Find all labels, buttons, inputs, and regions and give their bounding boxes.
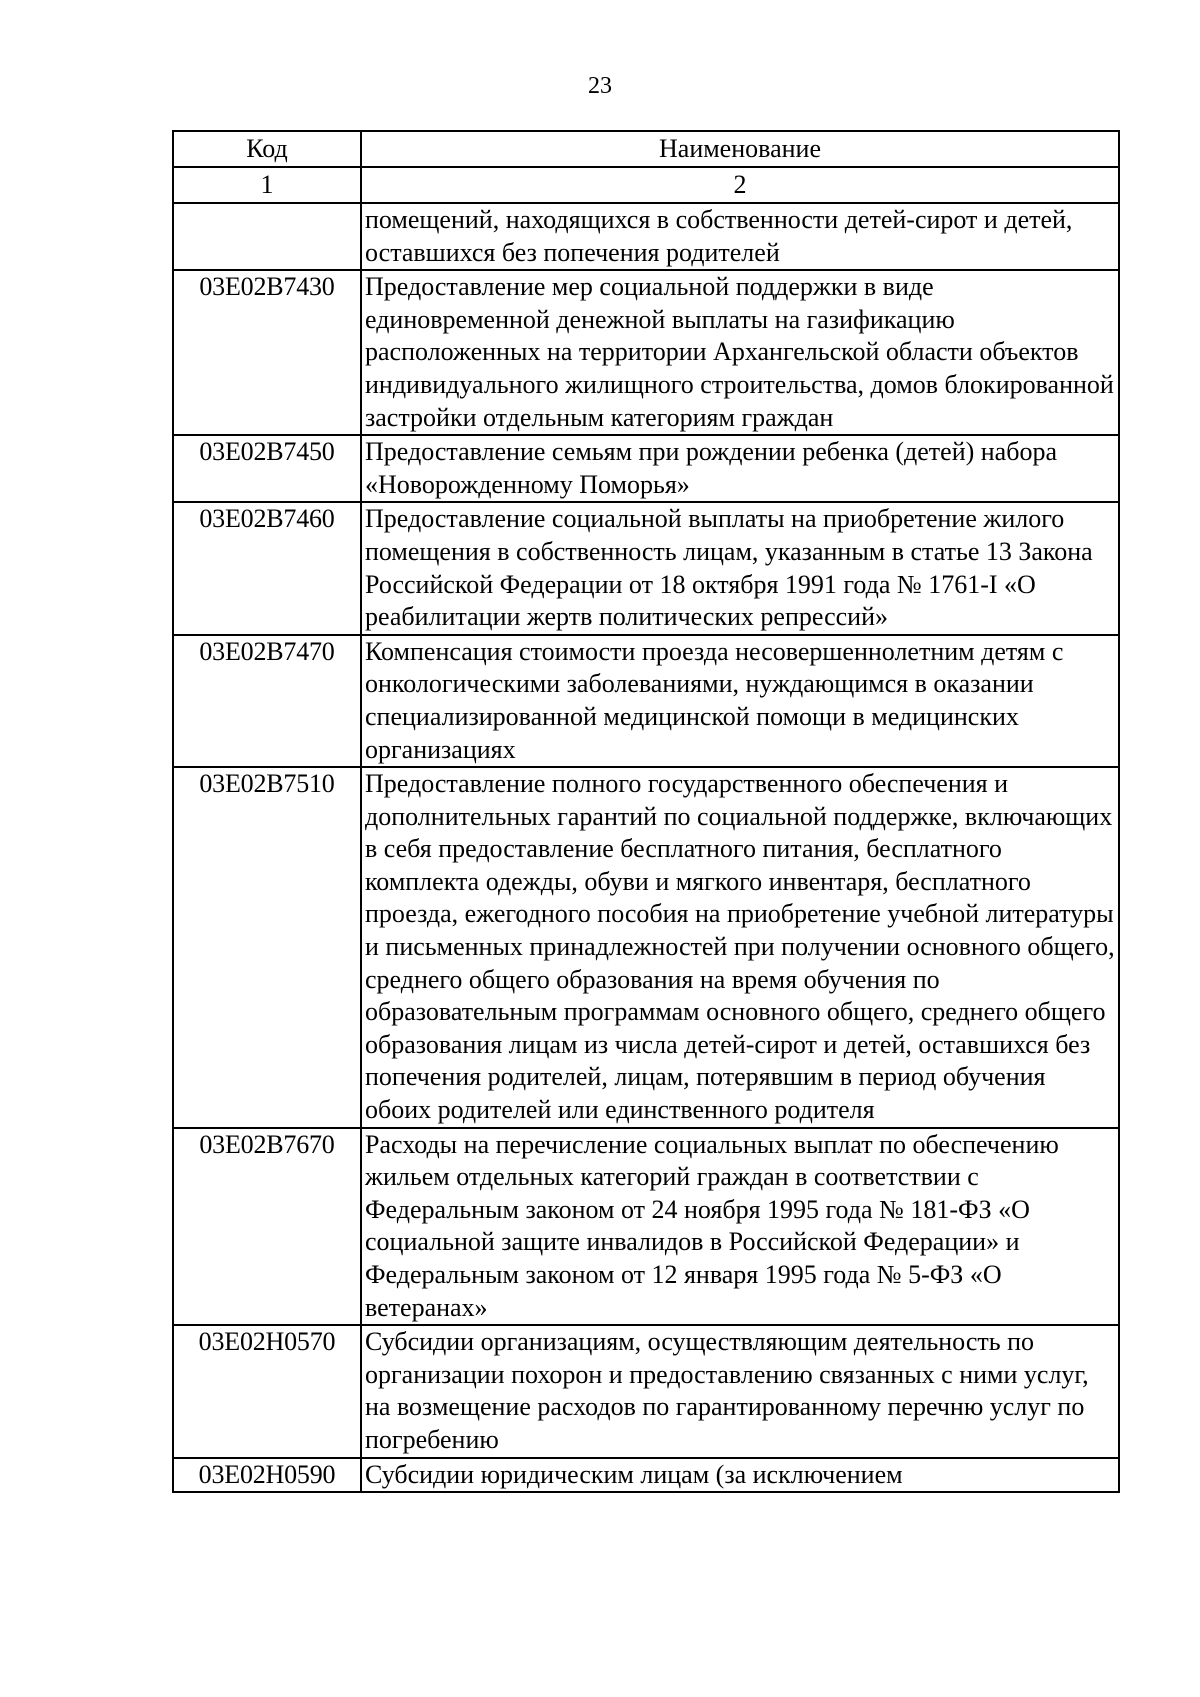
row-code: 03Е02В7470 bbox=[173, 635, 361, 767]
row-code bbox=[173, 203, 361, 270]
header-row bbox=[173, 131, 1119, 167]
row-name: Предоставление мер социальной поддержки в виде единовременной денежной выплаты на газификацию расположенных на территории Архангельской области объектов индивидуального жилищного строительства, домов блокированной застройки отдельным категориям граждан bbox=[361, 270, 1119, 435]
row-code: 03Е02В7430 bbox=[173, 270, 361, 435]
row-code: 03Е02В7670 bbox=[173, 1128, 361, 1326]
row-name: Предоставление полного государственного обеспечения и дополнительных гарантий по социальной поддержке, включающих в себя предоставление бесплатного питания, бесплатного комплекта одежды, обуви и мягкого инвентаря, бесплатного проезда, ежегодного пособия на приобретение учебной литературы и письменных принадлежностей при получении основного общего, среднего общего образования на время обучения по образовательным программам основного общего, среднего общего образования лицам из числа детей-сирот и детей, оставшихся без попечения родителей, лицам, потерявшим в период обучения обоих родителей или единственного родителя bbox=[361, 767, 1119, 1128]
row-name: Расходы на перечисление социальных выплат по обеспечению жильем отдельных категорий граждан в соответствии с Федеральным законом от 24 ноября 1995 года № 181-ФЗ «О социальной защите инвалидов в Российской Федерации» и Федеральным законом от 12 января 1995 года № 5-ФЗ «О ветеранах» bbox=[361, 1128, 1119, 1326]
header-name: Наименование bbox=[361, 131, 1119, 167]
column-number-row bbox=[173, 167, 1119, 203]
row-name: Субсидии юридическим лицам (за исключением bbox=[361, 1458, 1119, 1493]
table-row bbox=[173, 502, 1119, 634]
table-row bbox=[173, 635, 1119, 767]
table-body bbox=[173, 203, 1119, 1492]
page-number: 23 bbox=[588, 73, 612, 99]
table-row bbox=[173, 1325, 1119, 1457]
row-code: 03Е02В7450 bbox=[173, 435, 361, 502]
row-name: Субсидии организациям, осуществляющим деятельность по организации похорон и предоставлению связанных с ними услуг, на возмещение расходов по гарантированному перечню услуг по погребению bbox=[361, 1325, 1119, 1457]
table-header bbox=[173, 131, 1119, 203]
row-name: Предоставление социальной выплаты на приобретение жилого помещения в собственность лицам, указанным в статье 13 Закона Российской Федерации от 18 октября 1991 года № 1761-I «О реабилитации жертв политических репрессий» bbox=[361, 502, 1119, 634]
table-row bbox=[173, 767, 1119, 1128]
row-name: Предоставление семьям при рождении ребенка (детей) набора «Новорожденному Поморья» bbox=[361, 435, 1119, 502]
budget-codes-table bbox=[172, 130, 1120, 1493]
table-row bbox=[173, 1458, 1119, 1493]
row-name: Компенсация стоимости проезда несовершеннолетним детям с онкологическими заболеваниями, нуждающимся в оказании специализированной медицинской помощи в медицинских организациях bbox=[361, 635, 1119, 767]
column-number-1: 1 bbox=[173, 167, 361, 203]
column-number-2: 2 bbox=[361, 167, 1119, 203]
row-code: 03Е02В7460 bbox=[173, 502, 361, 634]
table-row bbox=[173, 1128, 1119, 1326]
table-row bbox=[173, 270, 1119, 435]
row-code: 03Е02В7510 bbox=[173, 767, 361, 1128]
row-code: 03Е02Н0570 bbox=[173, 1325, 361, 1457]
row-code: 03Е02Н0590 bbox=[173, 1458, 361, 1493]
table-row bbox=[173, 203, 1119, 270]
header-code: Код bbox=[173, 131, 361, 167]
table-row bbox=[173, 435, 1119, 502]
row-name: помещений, находящихся в собственности детей-сирот и детей, оставшихся без попечения родителей bbox=[361, 203, 1119, 270]
